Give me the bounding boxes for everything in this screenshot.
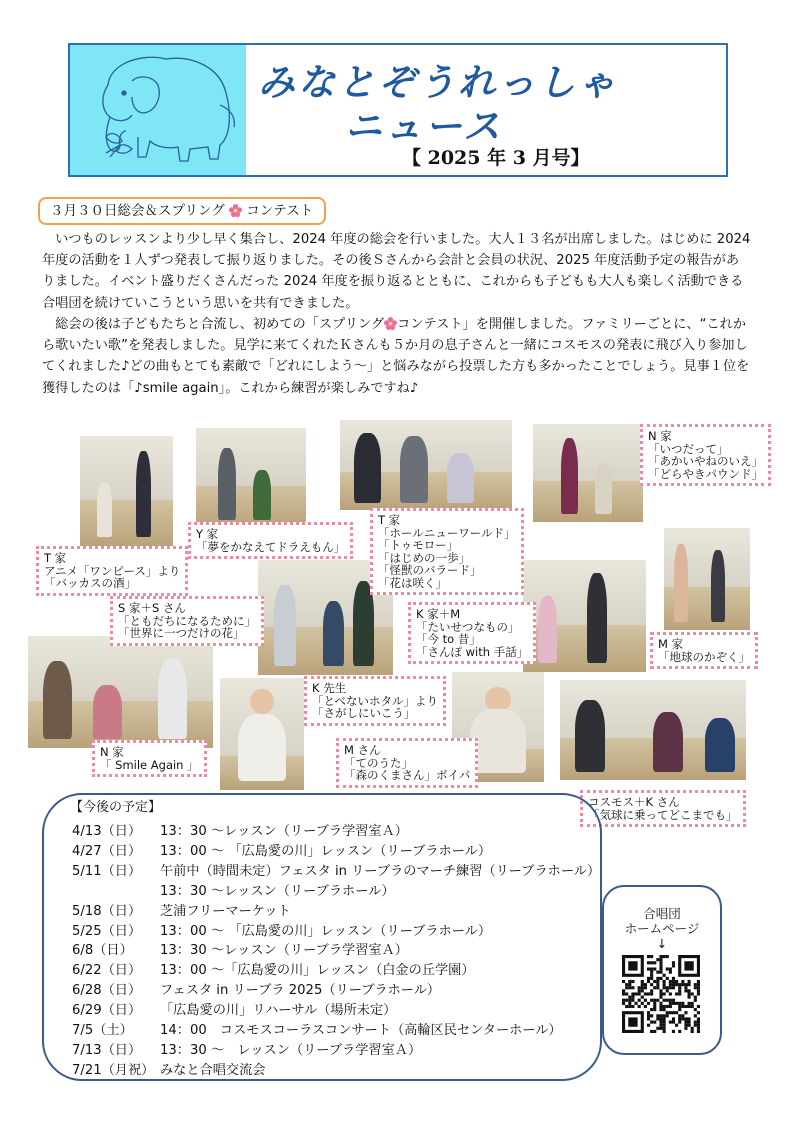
caption-cosmos-k: コスモス＋K さん 「気球に乗ってどこまでも」 — [580, 790, 746, 827]
photo-n-family-2 — [28, 636, 213, 748]
photo-t-family-2 — [340, 420, 512, 510]
caption-k-family: K 家＋M 「たいせつなもの」 「今 to 昔」 「さんぽ with 手話」 — [408, 602, 536, 664]
schedule-date: 6/22（日） — [72, 963, 142, 979]
schedule-row — [72, 920, 491, 939]
section-heading — [38, 197, 326, 225]
schedule-date: 6/28（日） — [72, 983, 142, 999]
schedule-event: 13：30 ～レッスン（リーブラホール） — [160, 883, 395, 899]
caption-t-family: T 家 アニメ「ワンピース」より 「バッカスの酒」 — [36, 546, 188, 596]
summary-paragraph-1: いつものレッスンより少し早く集合し、2024 年度の総会を行いました。大人１３名が出席しました。はじめに 2024 年度の活動を１人ずつ発表して振り返りました。その後Ｓさんから会計と会員の状況、2025 年度活動予定の報告がありました。イベント盛りだくさんだった 2024 年度を振り返るとともに、これからも子どもも大人も楽しく活動できる合唱団を続けていこうという思いを共有できました。 — [42, 232, 751, 311]
schedule-date: 5/11（日） — [72, 863, 142, 879]
schedule-row — [72, 1019, 562, 1038]
schedule-row — [72, 840, 491, 859]
schedule-row — [72, 999, 396, 1018]
caption-m-san: M さん 「てのうた」 「森のくまさん」ボイパ — [336, 738, 478, 788]
schedule-event: 13：30 ～レッスン（リーブラ学習室Ａ） — [160, 824, 408, 839]
photo-t-family — [80, 436, 173, 546]
schedule-row — [72, 880, 395, 899]
schedule-event: 「広島愛の川」リハーサル（場所未定） — [160, 1003, 397, 1019]
schedule-date: 5/18（日） — [72, 903, 142, 919]
photo-k-teacher — [220, 678, 304, 790]
schedule-date: 4/13（日） — [72, 824, 142, 839]
cherry-blossom-icon — [384, 317, 397, 330]
schedule-row — [72, 959, 475, 978]
schedule-row — [72, 1059, 266, 1078]
issue-label: 【 2025 年 3 月号】 — [402, 147, 590, 169]
schedule-event: 13：30 ～レッスン（リーブラ学習室Ａ） — [160, 943, 408, 959]
schedule-date: 6/29（日） — [72, 1003, 142, 1019]
section-heading-text-end: コンテスト — [246, 203, 314, 219]
elephant-logo — [70, 45, 246, 175]
schedule-event: 13：00 ～ 「広島愛の川」レッスン（リーブラホール） — [160, 843, 492, 859]
caption-n-family-2: N 家 「 Smile Again 」 — [92, 740, 207, 777]
schedule-date: 7/13（日） — [72, 1042, 142, 1058]
photo-n-family — [533, 424, 643, 522]
schedule-date: 6/8（日） — [72, 943, 133, 959]
schedule-event: 14：00 コスモスコーラスコンサート（高輪区民センターホール） — [160, 1023, 562, 1038]
qr-code-icon[interactable] — [622, 955, 700, 1033]
section-heading-text: ３月３０日総会＆スプリング — [50, 203, 225, 219]
schedule-row — [72, 900, 291, 919]
caption-m-family: M 家 「地球のかぞく」 — [650, 632, 758, 669]
schedule-event: 午前中（時間未定）フェスタ in リーブラのマーチ練習（リーブラホール） — [160, 863, 601, 879]
schedule-event: 13：30 ～ レッスン（リーブラ学習室Ａ） — [160, 1042, 422, 1058]
schedule-event: みなと合唱交流会 — [160, 1062, 266, 1078]
photo-cosmos-k — [560, 680, 746, 780]
schedule-event: フェスタ in リーブラ 2025（リーブラホール） — [160, 983, 441, 999]
schedule-title: 【今後の予定】 — [70, 800, 162, 815]
caption-n-family: N 家 「いつだって」 「あかいやねのいえ」 「どらやきパウンド」 — [640, 424, 771, 486]
cherry-blossom-icon — [229, 204, 242, 217]
elephant-icon — [70, 45, 246, 175]
newsletter-title: みなとぞうれっしゃ — [258, 61, 618, 104]
summary-paragraph-2: 総会の後は子どもたちと合流し、初めての「スプリング コンテスト」を開催しました。ファミリーごとに、“これから歌いたい歌”を発表しました。見学に来てくれたＫさんも５か月の息子さんと一緒にコスモスの発表に飛び入り参加してくれました♪どの曲もとても素敵で「どれにしよう～」と悩みながら投票した方も多かったことでしょう。見事１位を獲得したのは「♪smile again」。これから練習が楽しみですね♪ — [42, 317, 750, 396]
photo-m-family — [664, 528, 750, 630]
schedule-event: 13：00 ～ 「広島愛の川」レッスン（リーブラホール） — [160, 923, 492, 939]
newsletter-title-line2: ニュース — [345, 105, 504, 148]
caption-t-family-2: T 家 「ホールニューワールド」 「トゥモロー」 「はじめの一歩」 「怪獣のバラード」 「花は咲く」 — [370, 508, 524, 595]
schedule-row — [72, 860, 600, 879]
schedule-row — [72, 939, 408, 958]
caption-s-family: S 家＋S さん 「ともだちになるために」 「世界に一つだけの花」 — [110, 596, 264, 646]
schedule-row — [72, 820, 408, 839]
qr-label: 合唱団 ホームページ ↓ — [624, 906, 700, 951]
schedule-date: 4/27（日） — [72, 843, 142, 859]
schedule-event: 13：00 ～「広島愛の川」レッスン（白金の丘学園） — [160, 963, 475, 979]
schedule-row — [72, 979, 440, 998]
photo-y-family — [196, 428, 306, 528]
schedule-date: 7/21（月祝） — [72, 1062, 155, 1078]
caption-k-teacher: K 先生 「とべないホタル」より 「さがしにいこう」 — [304, 676, 446, 726]
schedule-date: 7/5（土） — [72, 1023, 133, 1038]
schedule-date: 5/25（日） — [72, 923, 142, 939]
caption-y-family: Y 家 「夢をかなえてドラえもん」 — [188, 522, 353, 559]
schedule-row — [72, 1039, 421, 1058]
photo-k-family — [523, 560, 646, 672]
schedule-event: 芝浦フリーマーケット — [160, 903, 291, 919]
